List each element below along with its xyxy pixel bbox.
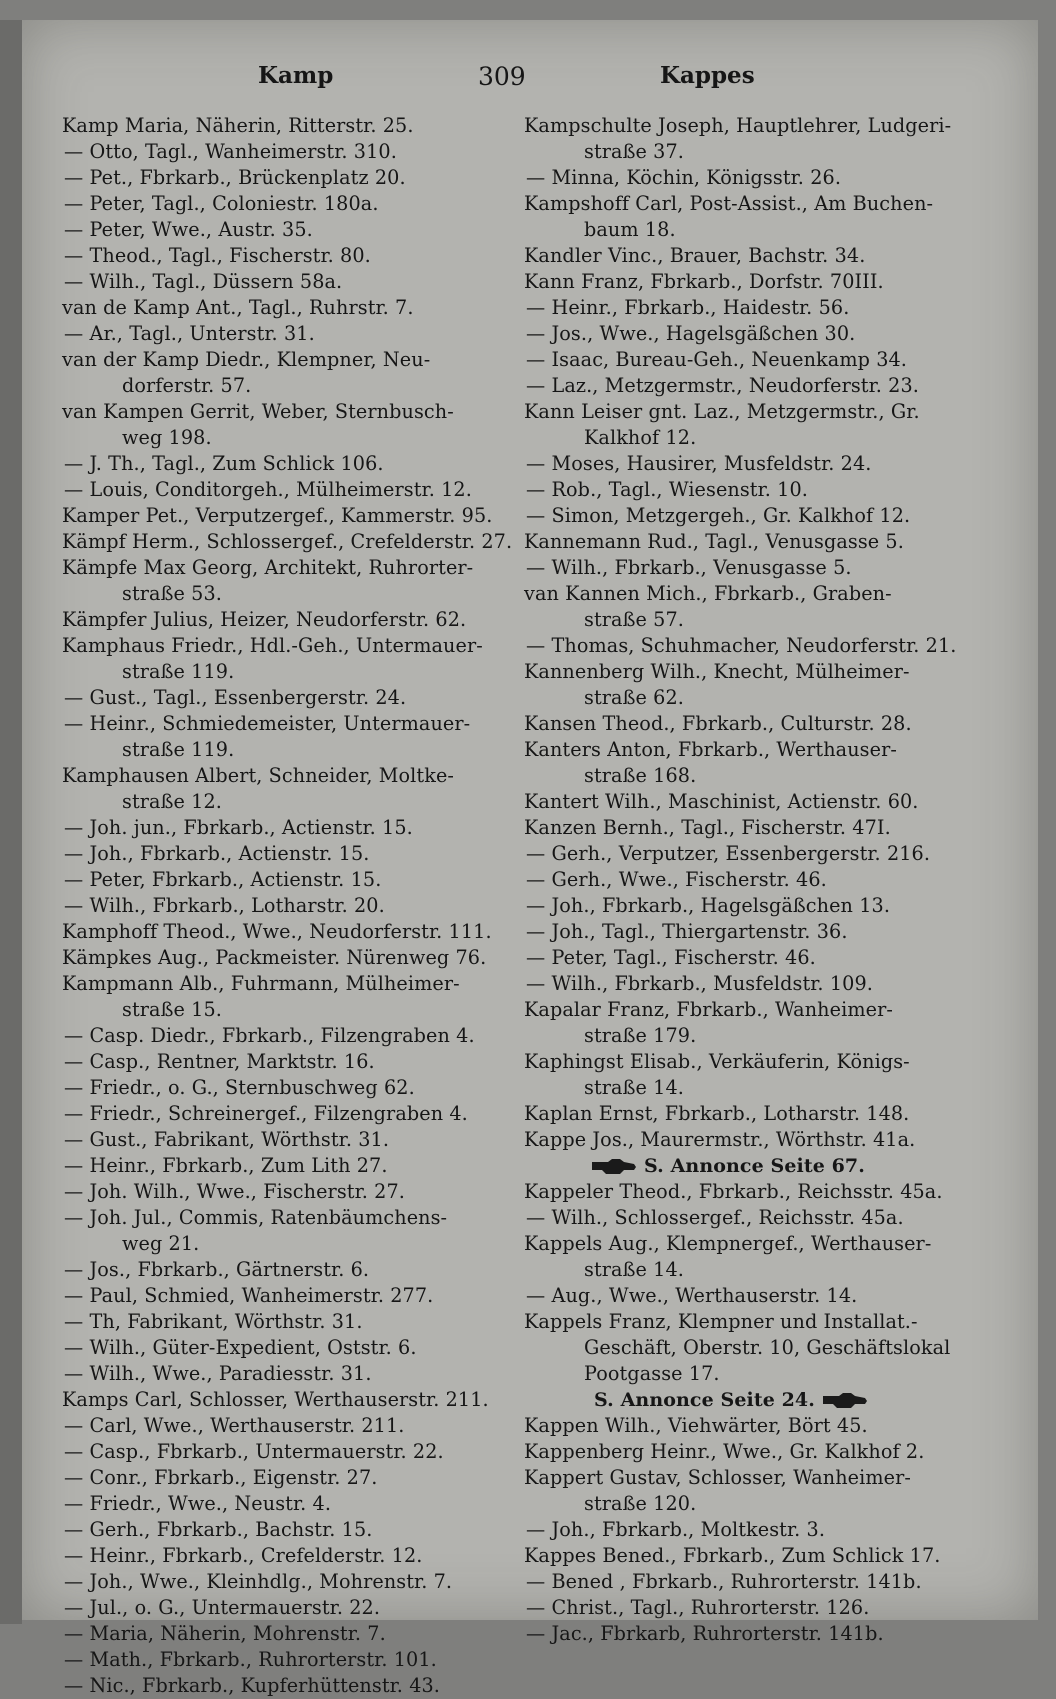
entry-text: Geschäft, Oberstr. 10, Geschäftslokal — [584, 1336, 951, 1359]
entry-text: Kampshoff Carl, Post-Assist., Am Buchen- — [524, 192, 934, 215]
entry-text: — Joh. jun., Fbrkarb., Actienstr. 15. — [64, 816, 413, 839]
entry-text: — Wilh., Wwe., Paradiesstr. 31. — [64, 1362, 372, 1385]
entry-text: van der Kamp Diedr., Klempner, Neu- — [62, 348, 431, 371]
directory-entry-line — [524, 1049, 974, 1075]
entry-text: — Isaac, Bureau-Geh., Neuenkamp 34. — [526, 348, 908, 371]
entry-text: Kappes Bened., Fbrkarb., Zum Schlick 17. — [524, 1544, 941, 1567]
annonce-reference — [524, 1153, 974, 1179]
directory-entry-line — [62, 243, 512, 269]
entry-text: Kämpfer Julius, Heizer, Neudorferstr. 62. — [62, 608, 467, 631]
directory-entry-line — [62, 867, 512, 893]
directory-entry-line — [62, 1491, 512, 1517]
entry-text: weg 21. — [122, 1232, 200, 1255]
entry-text: — Paul, Schmied, Wanheimerstr. 277. — [64, 1284, 434, 1307]
directory-entry-line — [524, 581, 974, 607]
directory-entry-line — [62, 737, 512, 763]
entry-text: — Joh., Fbrkarb., Hagelsgäßchen 13. — [526, 894, 891, 917]
right-column — [524, 113, 974, 1647]
directory-entry-line — [524, 1595, 974, 1621]
entry-text: — Casp., Rentner, Marktstr. 16. — [64, 1050, 375, 1073]
entry-text: Kamps Carl, Schlosser, Werthauserstr. 211. — [62, 1388, 489, 1411]
directory-entry-line — [62, 1231, 512, 1257]
directory-entry-line — [62, 971, 512, 997]
directory-entry-line — [524, 1309, 974, 1335]
entry-text: Kaphingst Elisab., Verkäuferin, Königs- — [524, 1050, 910, 1073]
entry-text: Kannenberg Wilh., Knecht, Mülheimer- — [524, 660, 910, 683]
directory-entry-line — [524, 1517, 974, 1543]
directory-entry-line — [524, 1179, 974, 1205]
directory-entry-line — [62, 1283, 512, 1309]
directory-entry-line — [524, 1283, 974, 1309]
entry-text: Kann Franz, Fbrkarb., Dorfstr. 70III. — [524, 270, 884, 293]
directory-entry-line — [62, 1361, 512, 1387]
directory-entry-line — [62, 165, 512, 191]
directory-entry-line — [524, 607, 974, 633]
directory-entry-line — [524, 1205, 974, 1231]
directory-entry-line — [62, 711, 512, 737]
directory-entry-line — [524, 763, 974, 789]
entry-text: — Friedr., o. G., Sternbuschweg 62. — [64, 1076, 415, 1099]
directory-entry-line — [524, 243, 974, 269]
entry-text: straße 119. — [122, 660, 235, 683]
directory-entry-line — [524, 1335, 974, 1361]
entry-text: straße 37. — [584, 140, 684, 163]
entry-text: — Peter, Fbrkarb., Actienstr. 15. — [64, 868, 382, 891]
directory-entry-line — [62, 1101, 512, 1127]
entry-text: — Minna, Köchin, Königsstr. 26. — [526, 166, 842, 189]
directory-entry-line — [62, 555, 512, 581]
entry-text: — Wilh., Fbrkarb., Musfeldstr. 109. — [526, 972, 873, 995]
entry-text: — Aug., Wwe., Werthauserstr. 14. — [526, 1284, 858, 1307]
entry-text: — Maria, Näherin, Mohrenstr. 7. — [64, 1622, 386, 1645]
entry-text: straße 15. — [122, 998, 222, 1021]
page-number: 309 — [478, 62, 526, 91]
entry-text: Kappert Gustav, Schlosser, Wanheimer- — [524, 1466, 911, 1489]
entry-text: — Joh., Tagl., Thiergartenstr. 36. — [526, 920, 848, 943]
entry-text: Kamphausen Albert, Schneider, Moltke- — [62, 764, 454, 787]
directory-entry-line — [524, 477, 974, 503]
directory-entry-line — [62, 1049, 512, 1075]
page-header — [0, 62, 1056, 92]
entry-text: — Wilh., Fbrkarb., Venusgasse 5. — [526, 556, 852, 579]
directory-entry-line — [62, 1439, 512, 1465]
directory-entry-line — [62, 217, 512, 243]
entry-text: Kamp Maria, Näherin, Ritterstr. 25. — [62, 114, 414, 137]
directory-entry-line — [524, 425, 974, 451]
directory-entry-line — [524, 945, 974, 971]
entry-text: — Gerh., Fbrkarb., Bachstr. 15. — [64, 1518, 373, 1541]
entry-text: — Rob., Tagl., Wiesenstr. 10. — [526, 478, 808, 501]
directory-entry-line — [62, 1673, 512, 1699]
directory-entry-line — [524, 1439, 974, 1465]
directory-entry-line — [62, 997, 512, 1023]
directory-entry-line — [62, 113, 512, 139]
entry-text: — Christ., Tagl., Ruhrorterstr. 126. — [526, 1596, 870, 1619]
pointing-hand-icon — [592, 1158, 636, 1176]
directory-entry-line — [62, 633, 512, 659]
entry-text: — Heinr., Fbrkarb., Zum Lith 27. — [64, 1154, 388, 1177]
directory-entry-line — [524, 451, 974, 477]
directory-entry-line — [524, 1075, 974, 1101]
directory-entry-line — [524, 347, 974, 373]
entry-text: — Joh., Fbrkarb., Actienstr. 15. — [64, 842, 370, 865]
entry-text: straße 53. — [122, 582, 222, 605]
directory-entry-line — [62, 529, 512, 555]
entry-text: — Carl, Wwe., Werthauserstr. 211. — [64, 1414, 405, 1437]
directory-entry-line — [62, 1075, 512, 1101]
entry-text: S. Annonce Seite 67. — [644, 1155, 865, 1177]
directory-entry-line — [524, 867, 974, 893]
entry-text: — Theod., Tagl., Fischerstr. 80. — [64, 244, 371, 267]
entry-text: Kappeler Theod., Fbrkarb., Reichsstr. 45a. — [524, 1180, 943, 1203]
directory-entry-line — [62, 1205, 512, 1231]
directory-entry-line — [524, 217, 974, 243]
entry-text: — Heinr., Fbrkarb., Haidestr. 56. — [526, 296, 850, 319]
directory-entry-line — [62, 607, 512, 633]
directory-entry-line — [62, 477, 512, 503]
directory-entry-line — [62, 945, 512, 971]
entry-text: — Joh. Wilh., Wwe., Fischerstr. 27. — [64, 1180, 405, 1203]
directory-entry-line — [524, 139, 974, 165]
directory-entry-line — [524, 529, 974, 555]
entry-text: Kappe Jos., Maurermstr., Wörthstr. 41a. — [524, 1128, 916, 1151]
entry-text: — Joh., Fbrkarb., Moltkestr. 3. — [526, 1518, 826, 1541]
directory-entry-line — [524, 893, 974, 919]
entry-text: — Conr., Fbrkarb., Eigenstr. 27. — [64, 1466, 378, 1489]
directory-entry-line — [524, 971, 974, 997]
directory-entry-line — [524, 685, 974, 711]
entry-text: Kamphoff Theod., Wwe., Neudorferstr. 111. — [62, 920, 492, 943]
entry-text: — Joh. Jul., Commis, Ratenbäumchens- — [64, 1206, 448, 1229]
entry-text: — Thomas, Schuhmacher, Neudorferstr. 21. — [526, 634, 957, 657]
directory-entry-line — [524, 1127, 974, 1153]
entry-text: — Wilh., Schlossergef., Reichsstr. 45a. — [526, 1206, 904, 1229]
directory-entry-line — [524, 555, 974, 581]
directory-entry-line — [62, 1569, 512, 1595]
entry-text: — Wilh., Güter-Expedient, Oststr. 6. — [64, 1336, 417, 1359]
entry-text: van Kampen Gerrit, Weber, Sternbusch- — [62, 400, 454, 423]
entry-text: — Peter, Tagl., Fischerstr. 46. — [526, 946, 816, 969]
directory-entry-line — [62, 919, 512, 945]
left-column — [62, 113, 512, 1699]
directory-entry-line — [62, 425, 512, 451]
directory-entry-line — [524, 1023, 974, 1049]
directory-entry-line — [62, 295, 512, 321]
directory-entry-line — [62, 139, 512, 165]
directory-entry-line — [524, 1569, 974, 1595]
entry-text: — Ar., Tagl., Unterstr. 31. — [64, 322, 315, 345]
entry-text: Kaplan Ernst, Fbrkarb., Lotharstr. 148. — [524, 1102, 910, 1125]
entry-text: straße 14. — [584, 1076, 684, 1099]
directory-entry-line — [62, 1621, 512, 1647]
entry-text: — Th, Fabrikant, Wörthstr. 31. — [64, 1310, 363, 1333]
entry-text: — Heinr., Schmiedemeister, Untermauer- — [64, 712, 471, 735]
entry-text: straße 168. — [584, 764, 697, 787]
directory-entry-line — [62, 815, 512, 841]
entry-text: S. Annonce Seite 24. — [594, 1389, 815, 1411]
entry-text: — Pet., Fbrkarb., Brückenplatz 20. — [64, 166, 406, 189]
entry-text: Kappels Aug., Klempnergef., Werthauser- — [524, 1232, 932, 1255]
directory-entry-line — [62, 191, 512, 217]
directory-entry-line — [62, 1257, 512, 1283]
directory-entry-line — [524, 1543, 974, 1569]
directory-entry-line — [524, 503, 974, 529]
entry-text: Pootgasse 17. — [584, 1362, 720, 1385]
entry-text: straße 62. — [584, 686, 684, 709]
entry-text: straße 119. — [122, 738, 235, 761]
entry-text: — Gust., Fabrikant, Wörthstr. 31. — [64, 1128, 390, 1151]
entry-text: — Jos., Fbrkarb., Gärtnerstr. 6. — [64, 1258, 370, 1281]
directory-entry-line — [62, 373, 512, 399]
directory-entry-line — [62, 399, 512, 425]
entry-text: — Nic., Fbrkarb., Kupferhüttenstr. 43. — [64, 1674, 441, 1697]
directory-entry-line — [62, 269, 512, 295]
entry-text: — Peter, Wwe., Austr. 35. — [64, 218, 313, 241]
pointing-hand-icon — [823, 1392, 867, 1410]
entry-text: — Gust., Tagl., Essenbergerstr. 24. — [64, 686, 407, 709]
entry-text: — Heinr., Fbrkarb., Crefelderstr. 12. — [64, 1544, 423, 1567]
directory-entry-line — [62, 1335, 512, 1361]
directory-entry-line — [62, 1517, 512, 1543]
directory-entry-line — [524, 1621, 974, 1647]
entry-text: Kalkhof 12. — [584, 426, 697, 449]
directory-entry-line — [524, 295, 974, 321]
entry-text: Kamper Pet., Verputzergef., Kammerstr. 95. — [62, 504, 493, 527]
directory-entry-line — [524, 997, 974, 1023]
entry-text: Kann Leiser gnt. Laz., Metzgermstr., Gr. — [524, 400, 920, 423]
entry-text: van Kannen Mich., Fbrkarb., Graben- — [524, 582, 892, 605]
entry-text: Kanters Anton, Fbrkarb., Werthauser- — [524, 738, 897, 761]
entry-text: weg 198. — [122, 426, 212, 449]
entry-text: Kandler Vinc., Brauer, Bachstr. 34. — [524, 244, 866, 267]
directory-entry-line — [62, 1023, 512, 1049]
entry-text: — Casp. Diedr., Fbrkarb., Filzengraben 4. — [64, 1024, 475, 1047]
entry-text: — Gerh., Verputzer, Essenbergerstr. 216. — [526, 842, 931, 865]
directory-entry-line — [62, 1413, 512, 1439]
directory-entry-line — [62, 1179, 512, 1205]
entry-text: straße 120. — [584, 1492, 697, 1515]
directory-entry-line — [62, 1153, 512, 1179]
entry-text: straße 179. — [584, 1024, 697, 1047]
directory-entry-line — [62, 1465, 512, 1491]
directory-entry-line — [524, 633, 974, 659]
directory-entry-line — [524, 1257, 974, 1283]
directory-entry-line — [62, 1543, 512, 1569]
directory-entry-line — [62, 685, 512, 711]
running-head-left: Kamp — [258, 62, 334, 89]
directory-entry-line — [524, 113, 974, 139]
directory-entry-line — [524, 711, 974, 737]
entry-text: Kämpkes Aug., Packmeister. Nürenweg 76. — [62, 946, 487, 969]
directory-entry-line — [524, 399, 974, 425]
directory-entry-line — [62, 1595, 512, 1621]
entry-text: — Wilh., Fbrkarb., Lotharstr. 20. — [64, 894, 385, 917]
entry-text: Kantert Wilh., Maschinist, Actienstr. 60. — [524, 790, 919, 813]
entry-text: straße 57. — [584, 608, 684, 631]
entry-text: — Louis, Conditorgeh., Mülheimerstr. 12. — [64, 478, 472, 501]
directory-entry-line — [524, 1361, 974, 1387]
directory-entry-line — [62, 1647, 512, 1673]
entry-text: — Math., Fbrkarb., Ruhrorterstr. 101. — [64, 1648, 437, 1671]
directory-entry-line — [524, 191, 974, 217]
directory-entry-line — [524, 841, 974, 867]
entry-text: — Friedr., Schreinergef., Filzengraben 4. — [64, 1102, 468, 1125]
directory-entry-line — [524, 919, 974, 945]
directory-entry-line — [524, 1413, 974, 1439]
directory-entry-line — [62, 659, 512, 685]
directory-entry-line — [524, 789, 974, 815]
entry-text: — Gerh., Wwe., Fischerstr. 46. — [526, 868, 827, 891]
directory-entry-line — [62, 503, 512, 529]
entry-text: Kamphaus Friedr., Hdl.-Geh., Untermauer- — [62, 634, 483, 657]
entry-text: — J. Th., Tagl., Zum Schlick 106. — [64, 452, 384, 475]
directory-entry-line — [62, 789, 512, 815]
directory-entry-line — [62, 347, 512, 373]
directory-entry-line — [62, 451, 512, 477]
entry-text: straße 12. — [122, 790, 222, 813]
directory-entry-line — [62, 1387, 512, 1413]
entry-text: — Jos., Wwe., Hagelsgäßchen 30. — [526, 322, 856, 345]
entry-text: van de Kamp Ant., Tagl., Ruhrstr. 7. — [62, 296, 414, 319]
directory-entry-line — [62, 321, 512, 347]
directory-entry-line — [62, 1309, 512, 1335]
directory-entry-line — [524, 1491, 974, 1517]
directory-entry-line — [524, 321, 974, 347]
directory-entry-line — [524, 815, 974, 841]
directory-entry-line — [62, 581, 512, 607]
entry-text: Kanzen Bernh., Tagl., Fischerstr. 47I. — [524, 816, 891, 839]
entry-text: Kappels Franz, Klempner und Installat.- — [524, 1310, 918, 1333]
directory-entry-line — [62, 763, 512, 789]
directory-entry-line — [62, 841, 512, 867]
directory-entry-line — [524, 269, 974, 295]
directory-entry-line — [524, 659, 974, 685]
entry-text: — Casp., Fbrkarb., Untermauerstr. 22. — [64, 1440, 444, 1463]
directory-entry-line — [62, 1127, 512, 1153]
entry-text: — Joh., Wwe., Kleinhdlg., Mohrenstr. 7. — [64, 1570, 453, 1593]
entry-text: straße 14. — [584, 1258, 684, 1281]
entry-text: Kansen Theod., Fbrkarb., Culturstr. 28. — [524, 712, 912, 735]
entry-text: — Jac., Fbrkarb, Ruhrorterstr. 141b. — [526, 1622, 884, 1645]
entry-text: Kämpfe Max Georg, Architekt, Ruhrorter- — [62, 556, 474, 579]
entry-text: — Peter, Tagl., Coloniestr. 180a. — [64, 192, 379, 215]
annonce-reference — [524, 1387, 974, 1413]
entry-text: — Jul., o. G., Untermauerstr. 22. — [64, 1596, 381, 1619]
entry-text: Kappenberg Heinr., Wwe., Gr. Kalkhof 2. — [524, 1440, 925, 1463]
entry-text: — Bened , Fbrkarb., Ruhrorterstr. 141b. — [526, 1570, 922, 1593]
directory-entry-line — [62, 893, 512, 919]
entry-text: — Moses, Hausirer, Musfeldstr. 24. — [526, 452, 872, 475]
directory-entry-line — [524, 737, 974, 763]
entry-text: — Friedr., Wwe., Neustr. 4. — [64, 1492, 332, 1515]
entry-text: — Otto, Tagl., Wanheimerstr. 310. — [64, 140, 397, 163]
entry-text: — Simon, Metzgergeh., Gr. Kalkhof 12. — [526, 504, 911, 527]
entry-text: Kappen Wilh., Viehwärter, Bört 45. — [524, 1414, 868, 1437]
directory-entry-line — [524, 165, 974, 191]
directory-entry-line — [524, 1101, 974, 1127]
entry-text: baum 18. — [584, 218, 676, 241]
directory-entry-line — [524, 373, 974, 399]
running-head-right: Kappes — [660, 62, 755, 89]
entry-text: Kampmann Alb., Fuhrmann, Mülheimer- — [62, 972, 460, 995]
entry-text: — Laz., Metzgermstr., Neudorferstr. 23. — [526, 374, 919, 397]
directory-entry-line — [524, 1231, 974, 1257]
entry-text: Kapalar Franz, Fbrkarb., Wanheimer- — [524, 998, 893, 1021]
entry-text: Kämpf Herm., Schlossergef., Crefelderstr. 27. — [62, 530, 513, 553]
entry-text: dorferstr. 57. — [122, 374, 252, 397]
entry-text: Kannemann Rud., Tagl., Venusgasse 5. — [524, 530, 904, 553]
directory-entry-line — [524, 1465, 974, 1491]
entry-text: Kampschulte Joseph, Hauptlehrer, Ludgeri- — [524, 114, 952, 137]
page-gutter-shadow — [0, 20, 22, 1624]
entry-text: — Wilh., Tagl., Düssern 58a. — [64, 270, 343, 293]
